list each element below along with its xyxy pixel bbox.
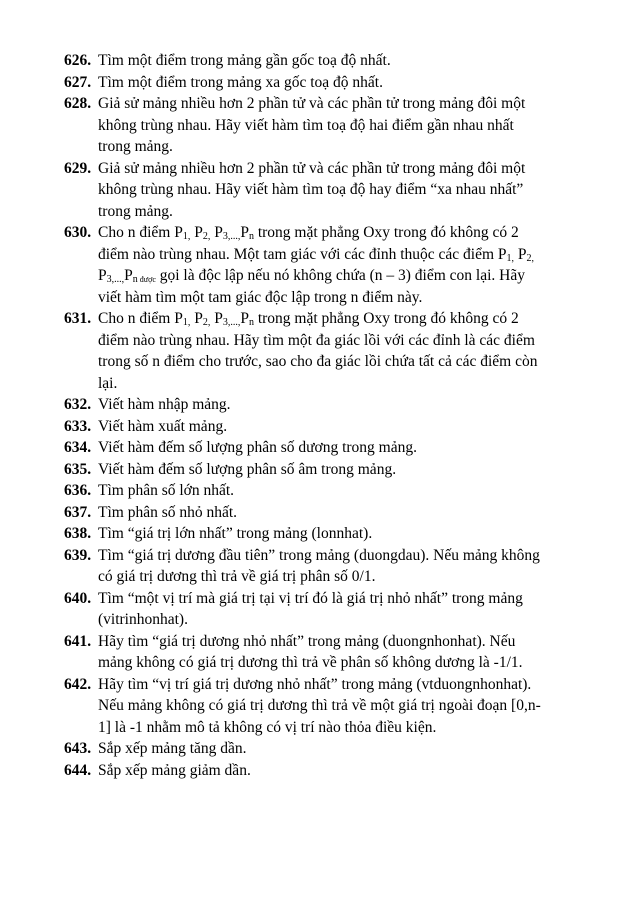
item-number: 634.: [64, 439, 92, 456]
item-text: Cho n điểm $P_{1,}$ $P_{2,}$ $P_{3,...,}P_n$ trong mặt phẳng Oxy trong đó không có 2: [98, 224, 519, 242]
item-text: lại.: [98, 374, 118, 392]
item-text: Hãy tìm “vị trí giá trị dương nhỏ nhất” trong mảng (vtduongnhonhat).: [98, 675, 532, 693]
item-text: Tìm “một vị trí mà giá trị tại vị trí đó là giá trị nhỏ nhất” trong mảng: [98, 589, 523, 607]
item-text: mảng không có giá trị dương thì trả về phân số không dương là -1/1.: [98, 654, 523, 671]
item-text: (vitrinhonhat).: [98, 611, 188, 628]
item-number: 639.: [64, 546, 92, 564]
item-text: trong mảng.: [98, 202, 173, 220]
item-number: 633.: [64, 417, 92, 435]
item-text: Giả sử mảng nhiều hơn 2 phần tử và các phần tử trong mảng đôi một: [98, 95, 526, 112]
item-text: Tìm phân số nhỏ nhất.: [98, 503, 238, 521]
item-number: 640.: [64, 589, 92, 607]
item-number: 638.: [64, 525, 92, 542]
list-item: [64, 50, 594, 72]
list-item: [64, 72, 594, 94]
item-text: điểm nào trùng nhau. Một tam giác với các đỉnh thuộc các điểm $P_{1,}$ $P_{2,}$: [98, 245, 535, 264]
exercise-list: [64, 50, 594, 781]
item-text: Viết hàm đếm số lượng phân số âm trong mảng.: [98, 460, 397, 478]
list-item: [64, 416, 594, 438]
item-text: không trùng nhau. Hãy viết hàm tìm toạ độ hai điểm gần nhau nhất: [98, 116, 514, 134]
list-item: [64, 308, 594, 394]
list-item: [64, 93, 594, 158]
list-item: [64, 394, 594, 416]
list-item: [64, 480, 594, 502]
item-number: 630.: [64, 224, 92, 241]
item-number: 636.: [64, 482, 92, 499]
item-number: 632.: [64, 396, 92, 413]
item-text: $P_{3,...,}P_n$ $_{được}$ gọi là độc lập nếu nó không chứa (n – 3) điểm con lại. Hãy: [98, 267, 525, 285]
list-item: [64, 588, 594, 631]
list-item: [64, 523, 594, 545]
item-text: Viết hàm đếm số lượng phân số dương trong mảng.: [98, 439, 417, 456]
item-number: 631.: [64, 310, 92, 327]
item-text: 1] là -1 nhằm mô tả không có vị trí nào thỏa điều kiện.: [98, 718, 437, 736]
item-number: 644.: [64, 761, 92, 779]
item-text: Tìm “giá trị dương đầu tiên” trong mảng (duongdau). Nếu mảng không: [98, 546, 540, 564]
item-text: Nếu mảng không có giá trị dương thì trả về một giá trị ngoài đoạn [0,n-: [98, 697, 541, 714]
list-item: [64, 502, 594, 524]
list-item: [64, 631, 594, 674]
item-text: Tìm một điểm trong mảng xa gốc toạ độ nhất.: [98, 73, 383, 91]
item-text: Viết hàm xuất mảng.: [98, 417, 228, 435]
item-text: Sắp xếp mảng tăng dần.: [98, 740, 247, 757]
item-number: 627.: [64, 73, 92, 91]
list-item: [64, 158, 594, 223]
item-text: Tìm một điểm trong mảng gần gốc toạ độ nhất.: [98, 52, 391, 69]
item-number: 635.: [64, 460, 92, 478]
item-text: Tìm phân số lớn nhất.: [98, 482, 235, 499]
item-number: 642.: [64, 675, 92, 693]
list-item: [64, 674, 594, 739]
item-text: không trùng nhau. Hãy viết hàm tìm toạ độ hay điểm “xa nhau nhất”: [98, 181, 524, 198]
item-text: Viết hàm nhập mảng.: [98, 396, 231, 413]
item-number: 626.: [64, 52, 92, 69]
item-text: điểm nào trùng nhau. Hãy tìm một đa giác lồi với các đỉnh là các điểm: [98, 331, 535, 349]
item-text: Giả sử mảng nhiều hơn 2 phần tử và các phần tử trong mảng đôi một: [98, 159, 526, 177]
item-number: 629.: [64, 159, 92, 177]
item-text: Hãy tìm “giá trị dương nhỏ nhất” trong mảng (duongnhonhat). Nếu: [98, 632, 516, 650]
item-text: Tìm “giá trị lớn nhất” trong mảng (lonnhat).: [98, 525, 373, 542]
list-item: [64, 738, 594, 760]
list-item: [64, 760, 594, 782]
item-number: 641.: [64, 632, 92, 650]
item-text: trong mảng.: [98, 138, 173, 155]
list-item: [64, 459, 594, 481]
item-text: có giá trị dương thì trả về giá trị phân số 0/1.: [98, 568, 376, 585]
item-text: viết hàm tìm một tam giác độc lập trong n điểm này.: [98, 288, 423, 306]
item-text: Sắp xếp mảng giảm dần.: [98, 761, 251, 779]
item-text: Cho n điểm $P_{1,}$ $P_{2,}$ $P_{3,...,}P_n$ trong mặt phẳng Oxy trong đó không có 2: [98, 310, 519, 328]
list-item: [64, 437, 594, 459]
item-text: trong số n điểm cho trước, sao cho đa giác lồi chứa tất cả các điểm còn: [98, 353, 538, 370]
item-number: 628.: [64, 95, 92, 112]
item-number: 637.: [64, 503, 92, 521]
list-item: [64, 222, 594, 308]
list-item: [64, 545, 594, 588]
item-number: 643.: [64, 740, 92, 757]
